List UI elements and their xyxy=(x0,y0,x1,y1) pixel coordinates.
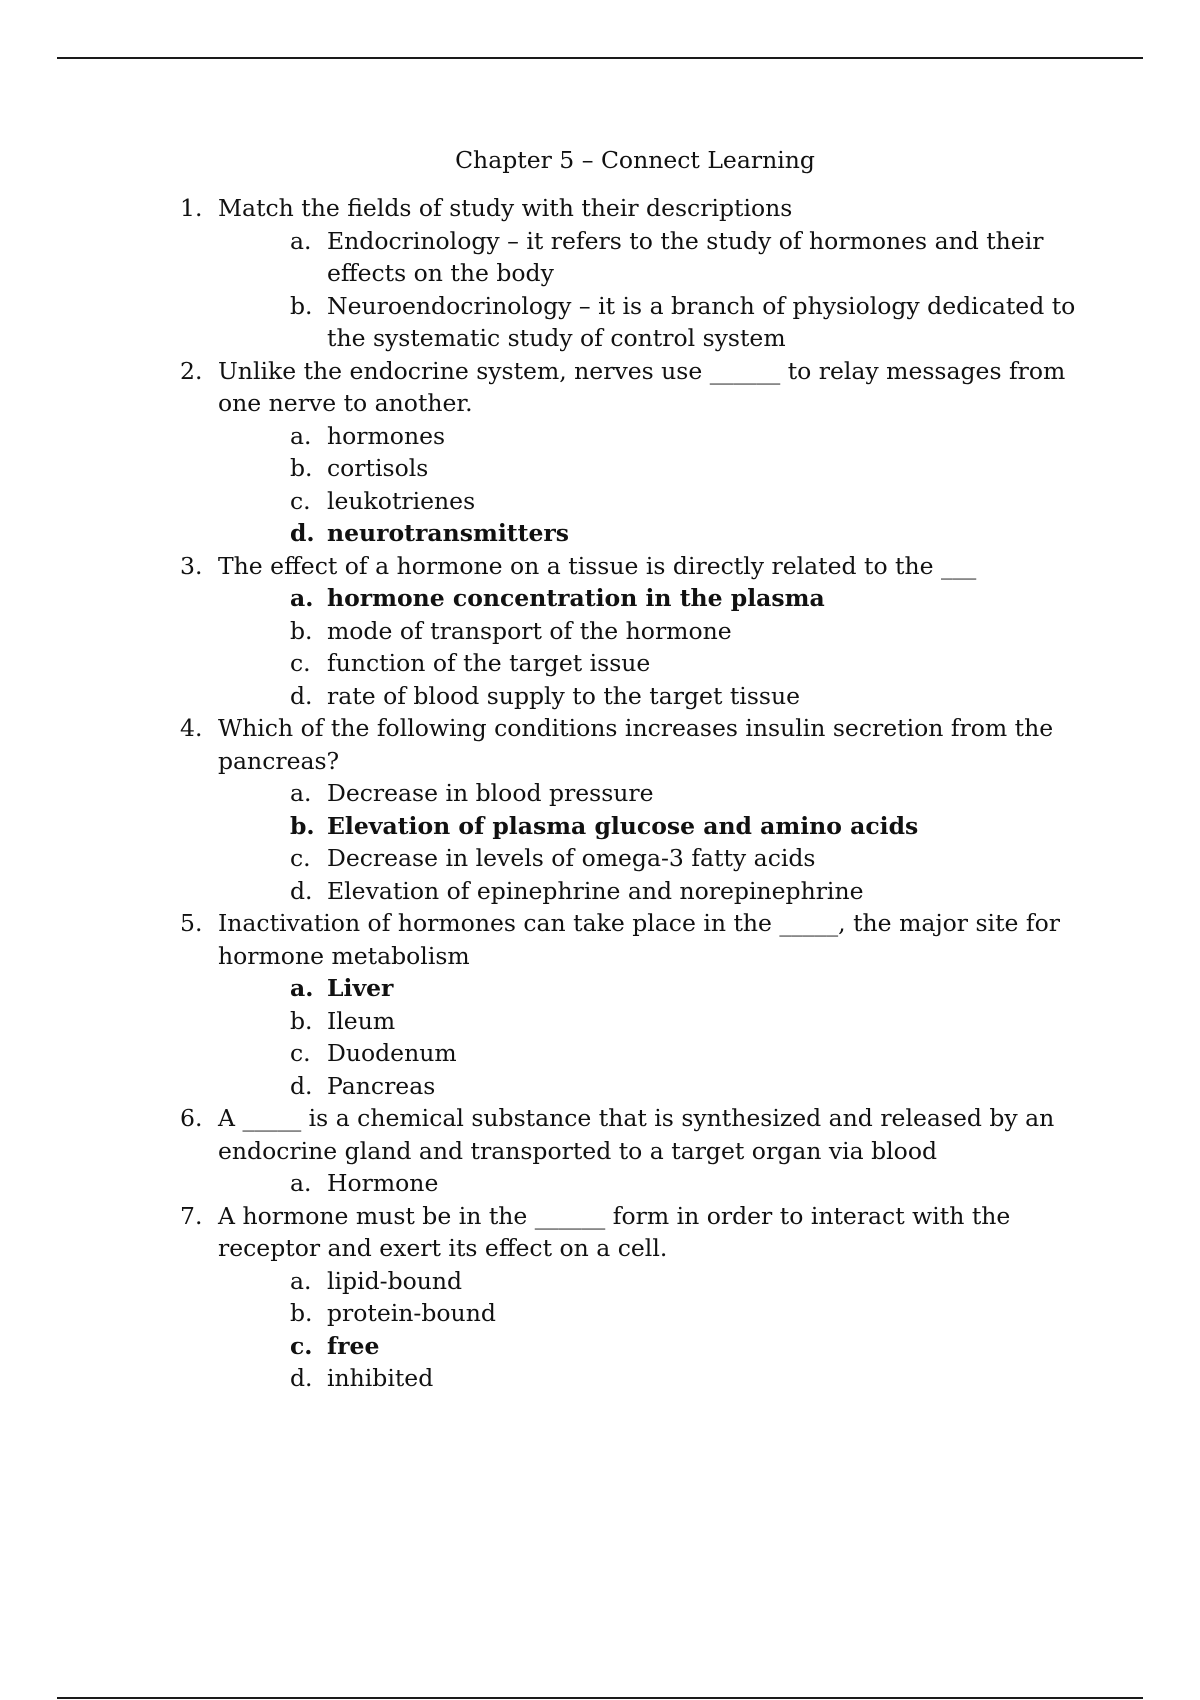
answer-option xyxy=(290,842,1100,875)
question-item xyxy=(180,355,1100,550)
answer-option xyxy=(290,647,1100,680)
option-text: hormones xyxy=(327,421,446,450)
option-text: rate of blood supply to the target tissue xyxy=(327,681,800,710)
question-text: Unlike the endocrine system, nerves use ______ to relay messages from one nerve to another. xyxy=(218,356,1066,417)
answer-option-correct xyxy=(290,810,1100,843)
option-letter: c. xyxy=(290,1331,313,1360)
question-text: Which of the following conditions increases insulin secretion from the pancreas? xyxy=(218,714,1054,775)
option-list xyxy=(218,225,1100,355)
answer-option xyxy=(290,615,1100,648)
option-letter: a. xyxy=(290,584,314,612)
answer-option-correct xyxy=(290,972,1100,1005)
question-item xyxy=(180,192,1100,355)
option-text: Ileum xyxy=(327,1006,396,1035)
option-text: mode of transport of the hormone xyxy=(327,616,732,645)
question-number: 5. xyxy=(180,909,203,937)
question-list xyxy=(180,192,1100,1395)
option-text: Duodenum xyxy=(327,1039,457,1067)
option-text: Endocrinology – it refers to the study of hormones and their effects on the body xyxy=(327,226,1044,287)
option-letter: c. xyxy=(290,486,311,515)
option-letter: b. xyxy=(290,1006,313,1035)
option-text: Liver xyxy=(327,974,394,1002)
option-letter: c. xyxy=(290,1039,311,1067)
answer-option xyxy=(290,452,1100,485)
question-text: A _____ is a chemical substance that is synthesized and released by an endocrine gland and transported to a target organ via blood xyxy=(218,1104,1055,1165)
option-list xyxy=(218,1167,1100,1200)
option-letter: a. xyxy=(290,226,312,255)
option-list xyxy=(218,777,1100,907)
option-letter: a. xyxy=(290,779,312,807)
question-number: 6. xyxy=(180,1104,203,1132)
option-letter: a. xyxy=(290,974,314,1002)
answer-option xyxy=(290,1005,1100,1038)
answer-option xyxy=(290,1070,1100,1103)
answer-option xyxy=(290,420,1100,453)
answer-option xyxy=(290,1037,1100,1070)
answer-option-correct xyxy=(290,582,1100,615)
question-text: The effect of a hormone on a tissue is directly related to the ___ xyxy=(218,551,977,580)
answer-option xyxy=(290,875,1100,908)
option-letter: b. xyxy=(290,291,313,320)
option-text: Hormone xyxy=(327,1169,439,1197)
option-text: inhibited xyxy=(327,1364,434,1392)
answer-option xyxy=(290,485,1100,518)
option-text: leukotrienes xyxy=(327,486,476,515)
question-text: Match the fields of study with their descriptions xyxy=(218,194,793,222)
option-letter: b. xyxy=(290,1299,313,1327)
question-item xyxy=(180,712,1100,907)
question-item xyxy=(180,1200,1100,1395)
option-letter: d. xyxy=(290,681,313,710)
answer-option xyxy=(290,1297,1100,1330)
option-text: cortisols xyxy=(327,454,429,482)
option-letter: c. xyxy=(290,649,311,677)
option-text: Elevation of plasma glucose and amino acids xyxy=(327,811,919,840)
answer-option xyxy=(290,225,1100,290)
answer-option xyxy=(290,1167,1100,1200)
answer-option xyxy=(290,1362,1100,1395)
question-number: 2. xyxy=(180,356,203,385)
option-text: Neuroendocrinology – it is a branch of physiology dedicated to the systematic study of control system xyxy=(327,291,1076,352)
question-number: 3. xyxy=(180,551,203,580)
option-text: function of the target issue xyxy=(327,649,651,677)
option-letter: a. xyxy=(290,1169,312,1197)
question-item xyxy=(180,550,1100,713)
option-letter: d. xyxy=(290,519,315,547)
option-letter: d. xyxy=(290,1071,313,1100)
option-list xyxy=(218,972,1100,1102)
option-text: Elevation of epinephrine and norepinephrine xyxy=(327,876,864,905)
answer-option xyxy=(290,680,1100,713)
option-text: Pancreas xyxy=(327,1071,436,1100)
option-letter: b. xyxy=(290,811,315,840)
option-text: Decrease in levels of omega-3 fatty acids xyxy=(327,844,816,872)
question-item xyxy=(180,907,1100,1102)
answer-option xyxy=(290,777,1100,810)
answer-option-correct xyxy=(290,1330,1100,1363)
header-rule xyxy=(57,57,1143,59)
option-text: Decrease in blood pressure xyxy=(327,779,654,807)
option-text: neurotransmitters xyxy=(327,519,570,547)
option-letter: b. xyxy=(290,454,313,482)
option-letter: d. xyxy=(290,1364,313,1392)
question-text: Inactivation of hormones can take place in the _____, the major site for hormone metabolism xyxy=(218,909,1060,970)
option-list xyxy=(218,420,1100,550)
question-text: A hormone must be in the ______ form in order to interact with the receptor and exert its effect on a cell. xyxy=(218,1201,1011,1262)
option-letter: b. xyxy=(290,616,313,645)
question-item xyxy=(180,1102,1100,1200)
option-text: lipid-bound xyxy=(327,1266,463,1295)
page-title: Chapter 5 – Connect Learning xyxy=(455,146,815,174)
option-text: protein-bound xyxy=(327,1299,496,1327)
question-number: 7. xyxy=(180,1201,203,1230)
answer-option-correct xyxy=(290,517,1100,550)
option-letter: a. xyxy=(290,1266,312,1295)
option-letter: a. xyxy=(290,421,312,450)
option-list xyxy=(218,582,1100,712)
option-text: hormone concentration in the plasma xyxy=(327,584,825,612)
footer-rule xyxy=(57,1697,1143,1699)
option-text: free xyxy=(327,1331,380,1360)
option-list xyxy=(218,1265,1100,1395)
option-letter: d. xyxy=(290,876,313,905)
question-number: 1. xyxy=(180,194,203,222)
answer-option xyxy=(290,290,1100,355)
answer-option xyxy=(290,1265,1100,1298)
question-number: 4. xyxy=(180,714,203,742)
option-letter: c. xyxy=(290,844,311,872)
